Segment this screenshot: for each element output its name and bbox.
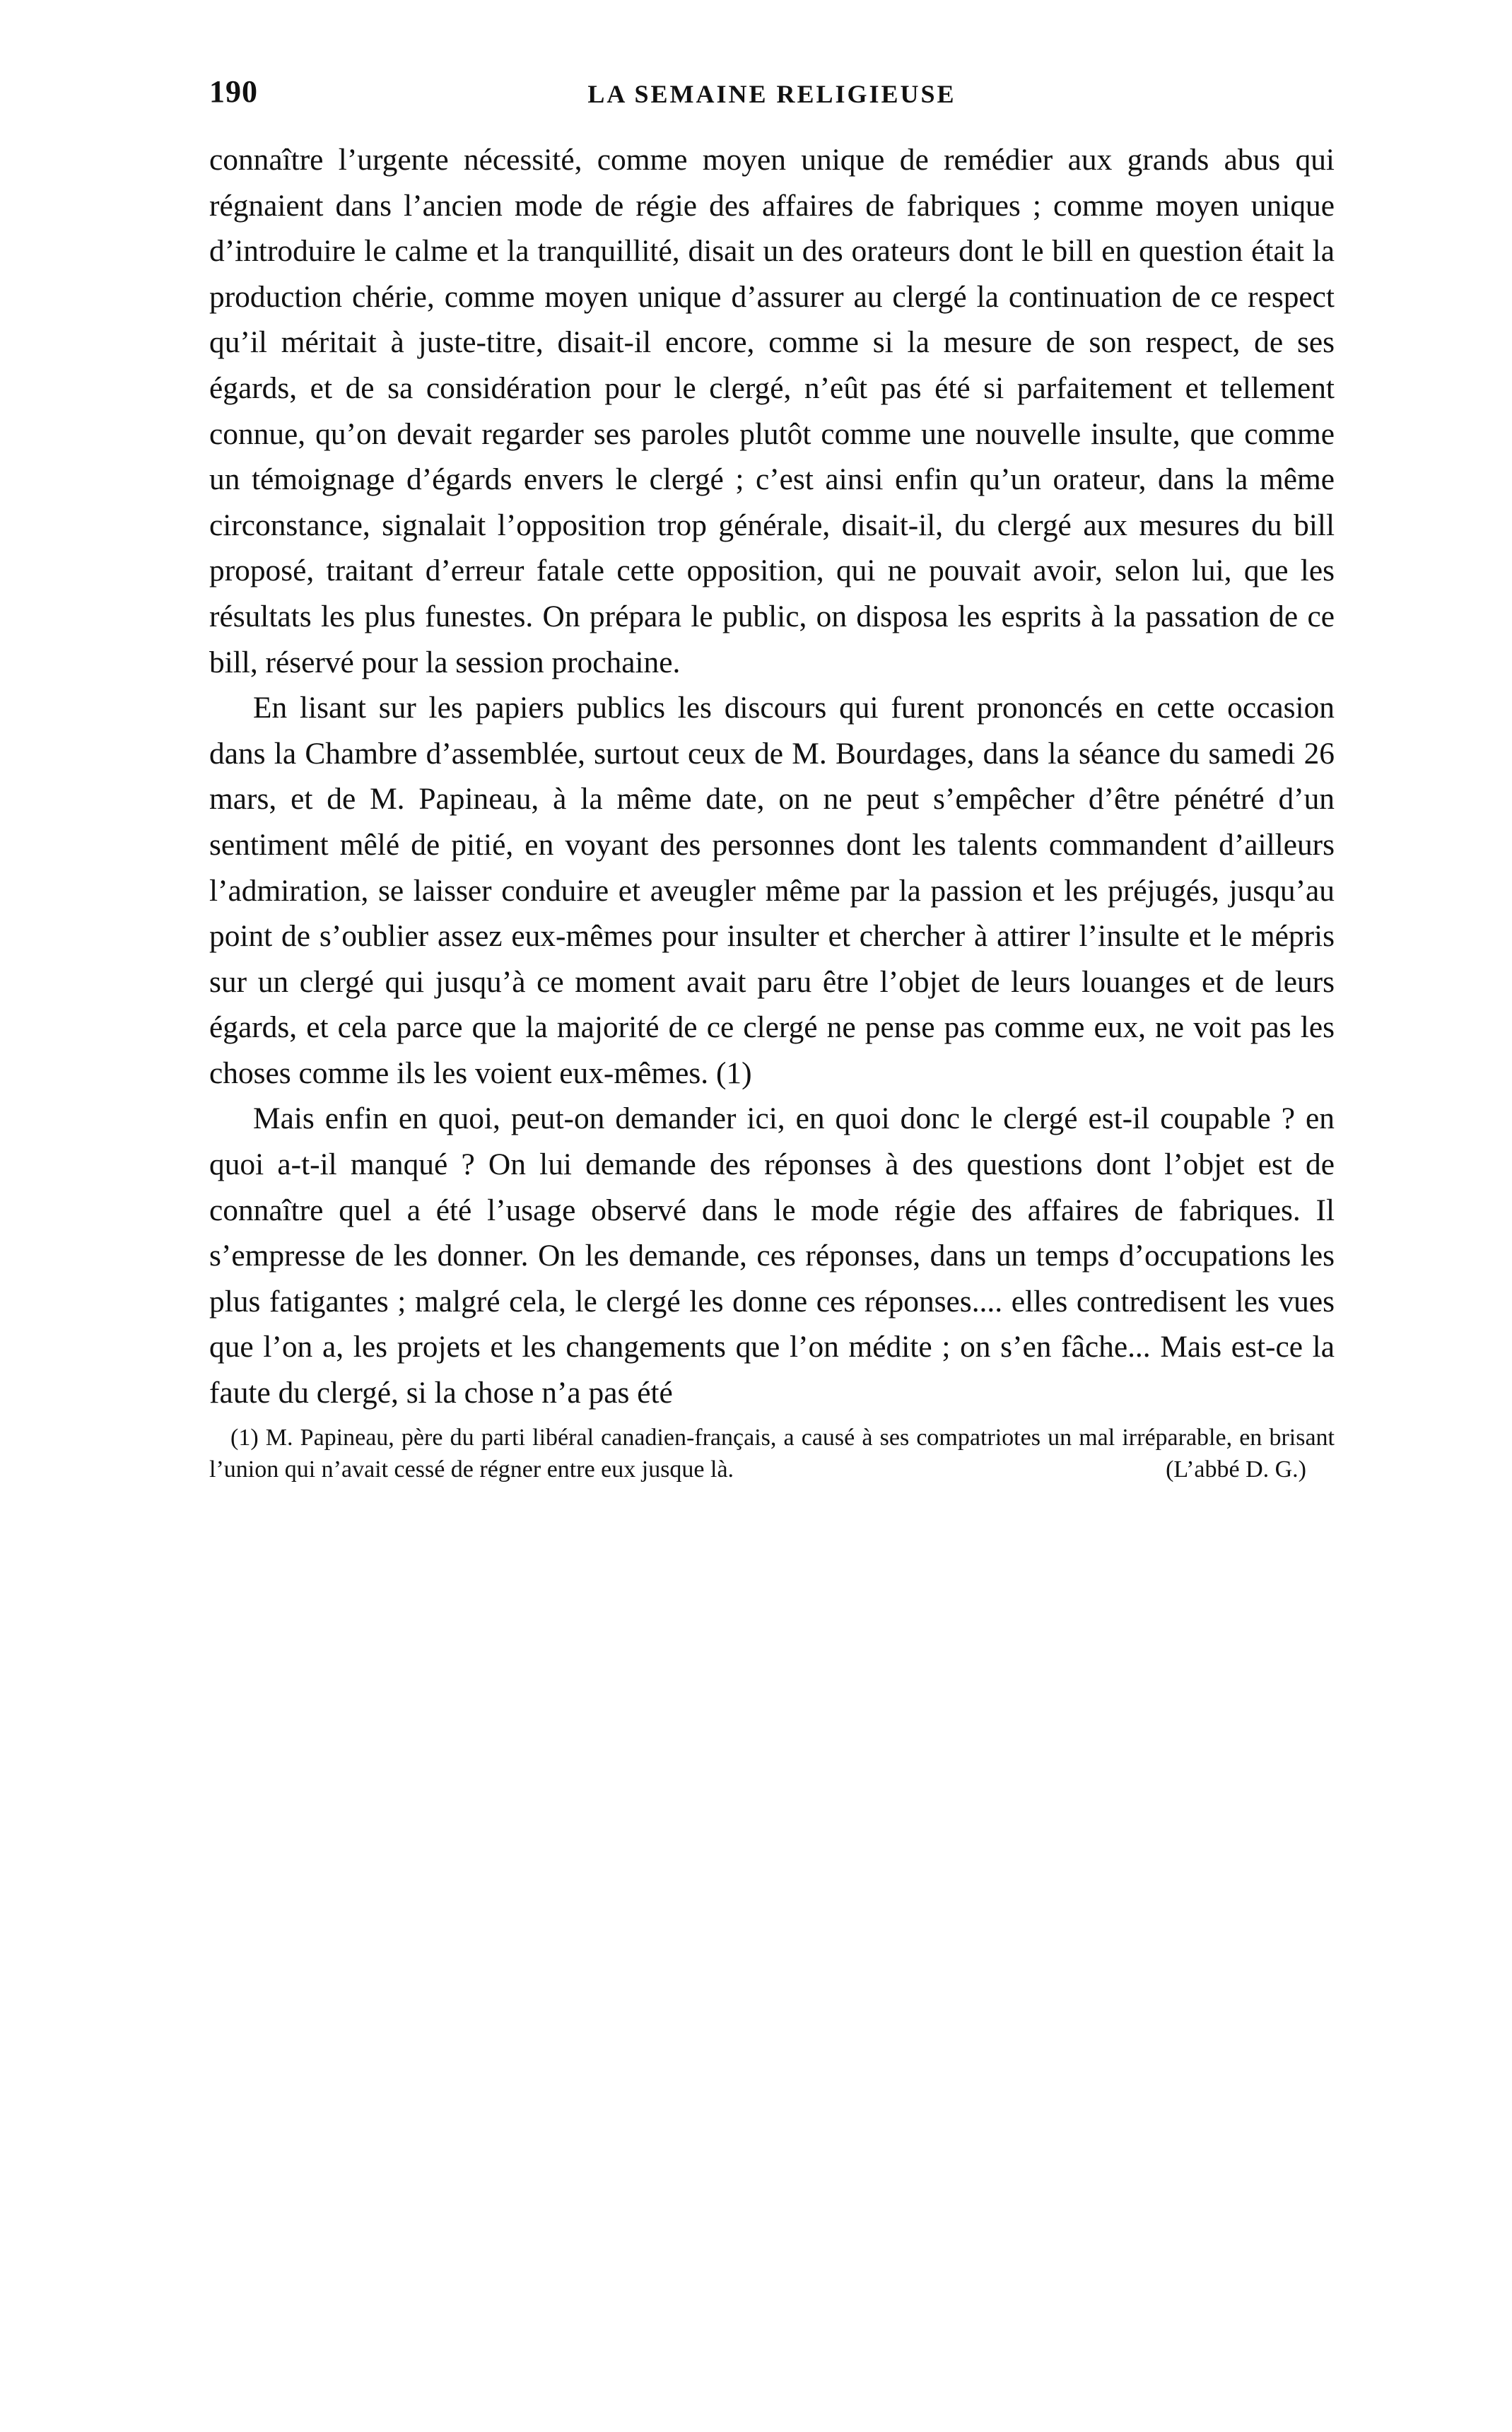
body-text <box>209 137 1335 1416</box>
footnote <box>209 1422 1335 1485</box>
paragraph: connaître l’urgente nécessité, comme moyen unique de remédier aux grands abus qui régnaient dans l’ancien mode de régie des affaires de fabriques ; comme moyen unique d’introduire le calme et la tranquillité, disait un des orateurs dont le bill en question était la production chérie, comme moyen unique d’assurer au clergé la continuation de ce respect qu’il méritait à juste-titre, disait-il encore, comme si la mesure de son respect, de ses égards, et de sa considération pour le clergé, n’eût pas été si parfaitement et tellement connue, qu’on devait regarder ses paroles plutôt comme une nouvelle insulte, que comme un témoignage d’égards envers le clergé ; c’est ainsi enfin qu’un orateur, dans la même circonstance, signalait l’opposition trop générale, disait-il, du clergé aux mesures du bill proposé, traitant d’erreur fatale cette opposition, qui ne pouvait avoir, selon lui, que les résultats les plus funestes. On prépara le public, on disposa les esprits à la passation de ce bill, réservé pour la session prochaine. <box>209 143 1335 679</box>
book-page <box>209 74 1335 1485</box>
footnote-text: (1) M. Papineau, père du parti libéral canadien-français, a causé à ses compatriotes un mal irréparable, en brisant l’union qui n’avait cessé de régner entre eux jusque là. <box>209 1424 1335 1483</box>
page-number: 190 <box>209 74 258 109</box>
footnote-signature: (L’abbé D. G.) <box>1166 1456 1306 1483</box>
paragraph: En lisant sur les papiers publics les discours qui furent prononcés en cette occasion dans la Chambre d’assemblée, surtout ceux de M. Bourdages, dans la séance du samedi 26 mars, et de M. Papineau, à la même date, on ne peut s’empêcher d’être pénétré d’un sentiment mêlé de pitié, en voyant des personnes dont les talents commandent d’ailleurs l’admiration, se laisser conduire et aveugler même par la passion et les préjugés, jusqu’au point de s’oublier assez eux-mêmes pour insulter et chercher à attirer l’insulte et le mépris sur un clergé qui jusqu’à ce moment avait paru être l’objet de leurs louanges et de leurs égards, et cela parce que la majorité de ce clergé ne pense pas comme eux, ne voit pas les choses comme ils les voient eux-mêmes. (1) <box>209 691 1335 1090</box>
footnotes <box>209 1422 1335 1485</box>
paragraph: Mais enfin en quoi, peut-on demander ici, en quoi donc le clergé est-il coupable ? en quoi a-t-il manqué ? On lui demande des réponses à des questions dont l’objet est de connaître quel a été l’usage observé dans le mode régie des affaires de fabriques. Il s’empresse de les donner. On les demande, ces réponses, dans un temps d’occupations les plus fatigantes ; malgré cela, le clergé les donne ces réponses.... elles contredisent les vues que l’on a, les projets et les changements que l’on médite ; on s’en fâche... Mais est-ce la faute du clergé, si la chose n’a pas été <box>209 1101 1335 1410</box>
running-head <box>209 74 1335 137</box>
running-title: LA SEMAINE RELIGIEUSE <box>587 80 956 108</box>
